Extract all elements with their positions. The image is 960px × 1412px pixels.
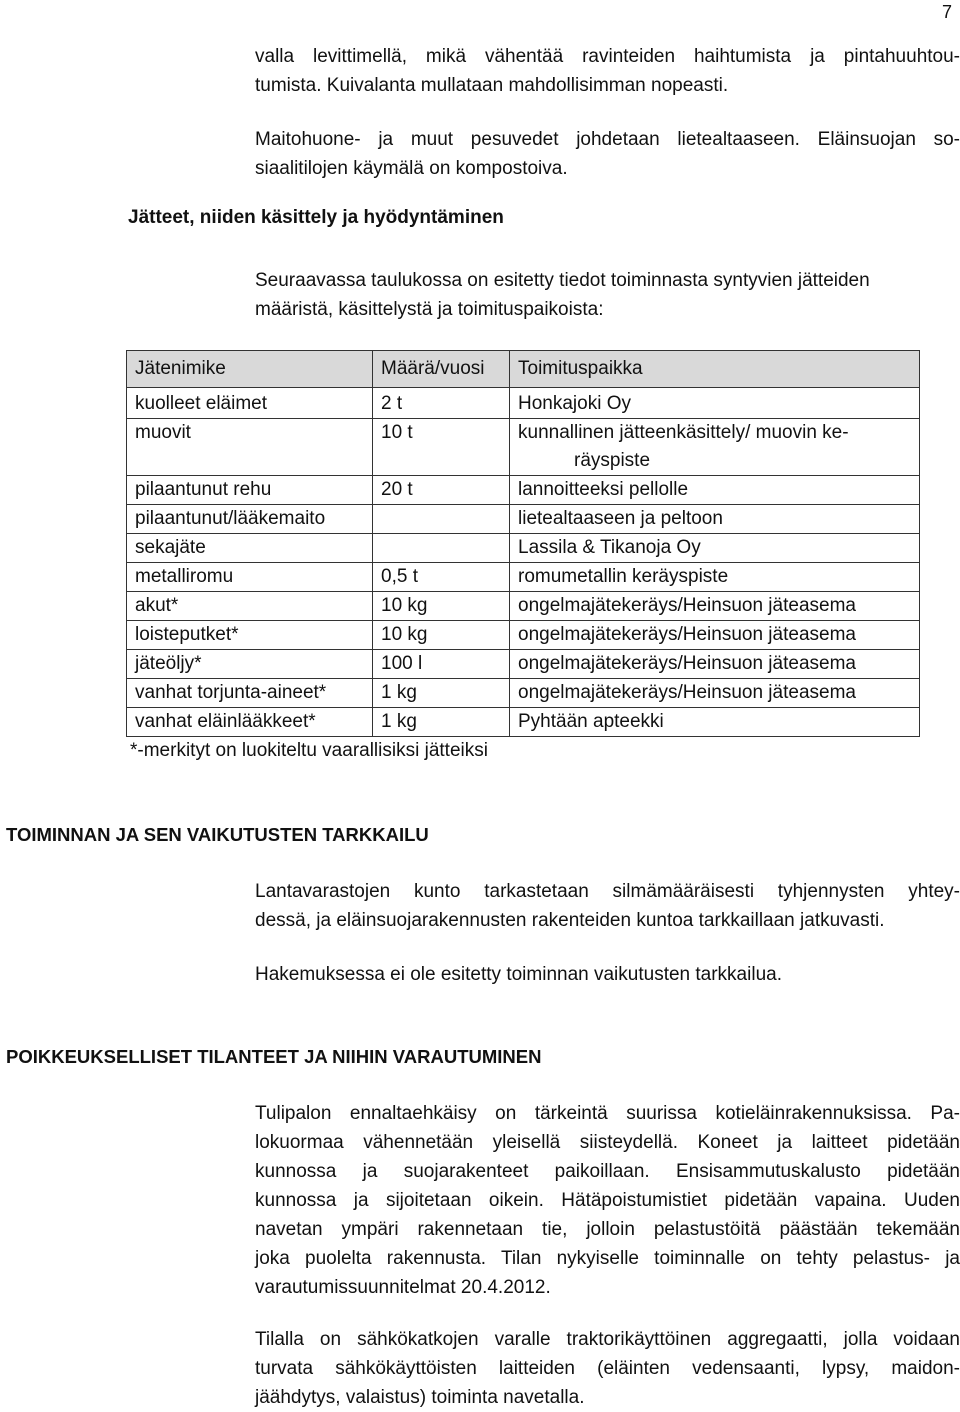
text-line: tumista. Kuivalanta mullataan mahdollisimman nopeasti.	[255, 75, 729, 96]
waste-name-cell: sekajäte	[127, 534, 373, 563]
destination-line-continued: räyspiste	[574, 450, 651, 471]
column-header-name: Jätenimike	[127, 351, 373, 388]
waste-name-cell: metalliromu	[127, 563, 373, 592]
table-row	[127, 563, 920, 592]
waste-destination-cell: Pyhtään apteekki	[510, 708, 920, 737]
table-row	[127, 621, 920, 650]
table-row	[127, 419, 920, 476]
column-header-amount: Määrä/vuosi	[373, 351, 510, 388]
text-line: siaalitilojen käymälä on kompostoiva.	[255, 158, 568, 179]
monitoring-paragraph-2	[255, 960, 960, 989]
table-row	[127, 388, 920, 419]
text-line: kunnossa ja suojarakenteet paikoillaan. Ensisammutuskalusto pidetään	[255, 1161, 960, 1182]
text-line: Tilalla on sähkökatkojen varalle traktorikäyttöinen aggregaatti, jolla voidaan	[255, 1329, 960, 1350]
waste-destination-cell	[510, 419, 920, 476]
waste-table	[126, 350, 920, 737]
table-header-row	[127, 351, 920, 388]
waste-amount-cell: 1 kg	[373, 708, 510, 737]
waste-amount-cell: 10 t	[373, 419, 510, 476]
waste-amount-cell: 20 t	[373, 476, 510, 505]
waste-destination-cell: romumetallin keräyspiste	[510, 563, 920, 592]
monitoring-paragraph-1	[255, 877, 960, 935]
waste-name-cell: pilaantunut rehu	[127, 476, 373, 505]
waste-amount-cell: 100 l	[373, 650, 510, 679]
waste-destination-cell: Lassila & Tikanoja Oy	[510, 534, 920, 563]
destination-line: kunnallinen jätteenkäsittely/ muovin ke-	[518, 422, 849, 443]
text-line: Hakemuksessa ei ole esitetty toiminnan vaikutusten tarkkailua.	[255, 964, 782, 985]
waste-destination-cell: Honkajoki Oy	[510, 388, 920, 419]
waste-destination-cell: lannoitteeksi pellolle	[510, 476, 920, 505]
text-line: navetan ympäri rakennetaan tie, jolloin pelastustöitä päästään tekemään	[255, 1219, 960, 1240]
hazardous-waste-note: *-merkityt on luokiteltu vaarallisiksi jätteiksi	[130, 740, 488, 761]
table-row	[127, 505, 920, 534]
text-line: dessä, ja eläinsuojarakennusten rakenteiden kuntoa tarkkaillaan jatkuvasti.	[255, 910, 885, 931]
text-line: Tulipalon ennaltaehkäisy on tärkeintä suurissa kotieläinrakennuksissa. Pa-	[255, 1103, 960, 1124]
waste-name-cell: kuolleet eläimet	[127, 388, 373, 419]
text-line: Lantavarastojen kunto tarkastetaan silmämääräisesti tyhjennysten yhtey-	[255, 881, 960, 902]
waste-destination-cell: ongelmajätekeräys/Heinsuon jäteasema	[510, 679, 920, 708]
table-row	[127, 708, 920, 737]
page-number: 7	[941, 2, 952, 22]
exceptional-paragraph-2	[255, 1325, 960, 1412]
waste-amount-cell: 0,5 t	[373, 563, 510, 592]
waste-destination-cell: ongelmajätekeräys/Heinsuon jäteasema	[510, 592, 920, 621]
waste-destination-cell: ongelmajätekeräys/Heinsuon jäteasema	[510, 650, 920, 679]
table-row	[127, 534, 920, 563]
waste-name-cell: vanhat eläinlääkkeet*	[127, 708, 373, 737]
text-line: varautumissuunnitelmat 20.4.2012.	[255, 1277, 551, 1298]
table-row	[127, 476, 920, 505]
monitoring-heading: TOIMINNAN JA SEN VAIKUTUSTEN TARKKAILU	[6, 824, 429, 845]
waste-name-cell: muovit	[127, 419, 373, 476]
text-line: Maitohuone- ja muut pesuvedet johdetaan lietealtaaseen. Eläinsuojan so-	[255, 129, 960, 150]
waste-name-cell: jäteöljy*	[127, 650, 373, 679]
intro-paragraph-2	[255, 125, 960, 183]
waste-name-cell: pilaantunut/lääkemaito	[127, 505, 373, 534]
column-header-destination: Toimituspaikka	[510, 351, 920, 388]
text-line: turvata sähkökäyttöisten laitteiden (eläinten vedensaanti, lypsy, maidon-	[255, 1358, 960, 1379]
waste-name-cell: vanhat torjunta-aineet*	[127, 679, 373, 708]
waste-name-cell: loisteputket*	[127, 621, 373, 650]
exceptional-paragraph-1	[255, 1099, 960, 1302]
text-line: joka puolelta rakennusta. Tilan nykyiselle toiminnalle on tehty pelastus- ja	[255, 1248, 960, 1269]
text-line: jäähdytys, valaistus) toiminta navetalla.	[255, 1387, 585, 1408]
text-line: määristä, käsittelystä ja toimituspaikoista:	[255, 299, 604, 320]
waste-destination-cell: lietealtaaseen ja peltoon	[510, 505, 920, 534]
text-line: Seuraavassa taulukossa on esitetty tiedot toiminnasta syntyvien jätteiden	[255, 270, 870, 291]
waste-amount-cell: 2 t	[373, 388, 510, 419]
waste-amount-cell: 10 kg	[373, 592, 510, 621]
waste-amount-cell: 10 kg	[373, 621, 510, 650]
waste-amount-cell	[373, 505, 510, 534]
waste-name-cell: akut*	[127, 592, 373, 621]
intro-paragraph-1	[255, 42, 960, 100]
text-line: lokuormaa vähennetään yleisellä siisteydellä. Koneet ja laitteet pidetään	[255, 1132, 960, 1153]
table-row	[127, 650, 920, 679]
table-row	[127, 679, 920, 708]
table-row	[127, 592, 920, 621]
waste-destination-cell: ongelmajätekeräys/Heinsuon jäteasema	[510, 621, 920, 650]
text-line: valla levittimellä, mikä vähentää ravinteiden haihtumista ja pintahuuhtou-	[255, 46, 960, 67]
waste-heading: Jätteet, niiden käsittely ja hyödyntäminen	[128, 207, 504, 228]
text-line: kunnossa ja sijoitetaan oikein. Hätäpoistumistiet pidetään vapaina. Uuden	[255, 1190, 960, 1211]
exceptional-heading: POIKKEUKSELLISET TILANTEET JA NIIHIN VARAUTUMINEN	[6, 1046, 542, 1067]
waste-amount-cell: 1 kg	[373, 679, 510, 708]
waste-intro-paragraph	[255, 266, 960, 324]
waste-amount-cell	[373, 534, 510, 563]
